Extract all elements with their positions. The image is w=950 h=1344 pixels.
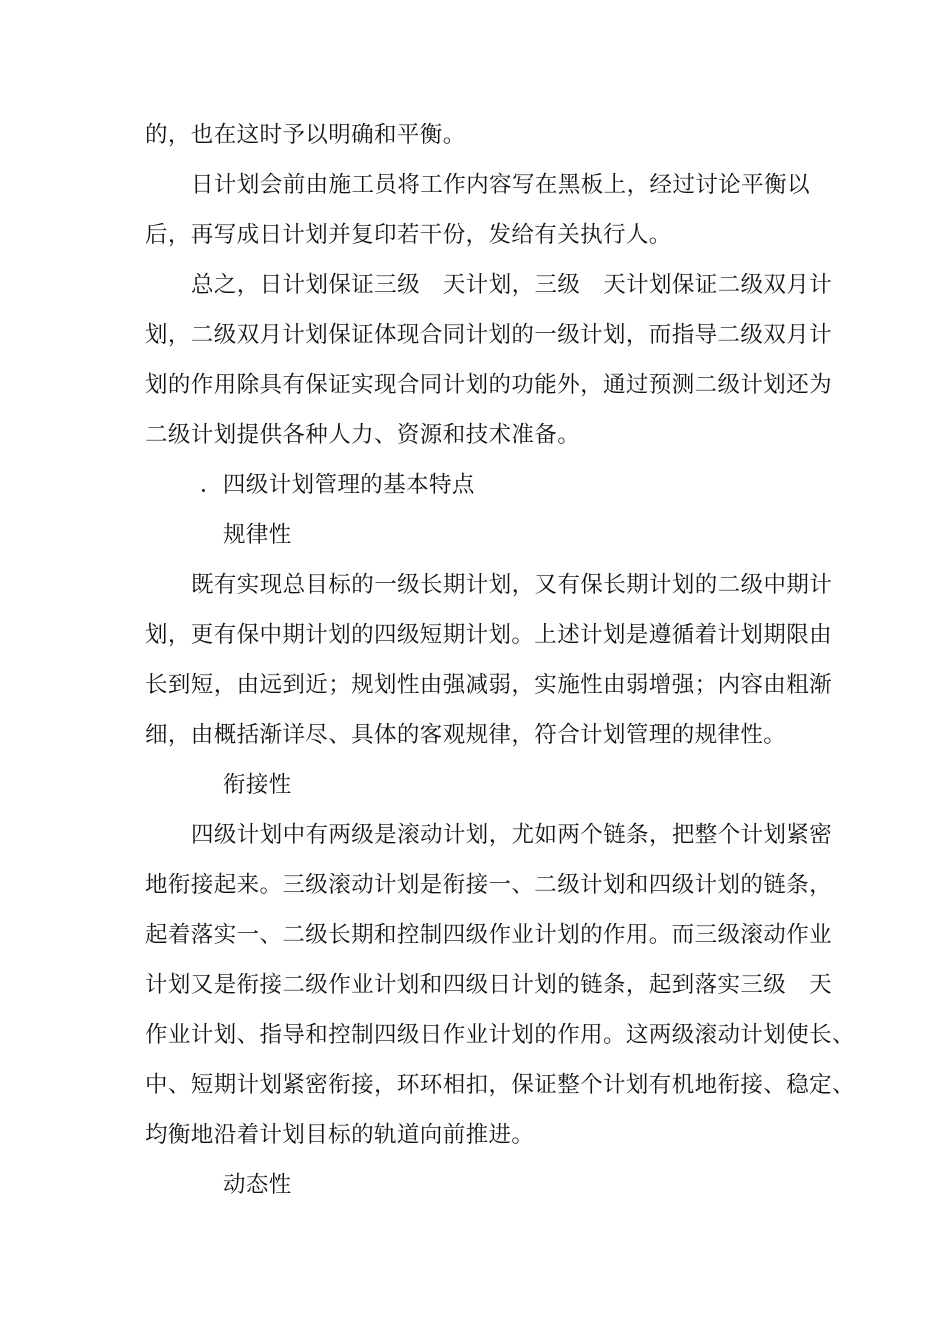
paragraph-line: 划，二级双月计划保证体现合同计划的一级计划，而指导二级双月计: [145, 322, 833, 348]
section-heading: ．四级计划管理的基本特点: [200, 472, 475, 498]
paragraph-line: 起着落实一、二级长期和控制四级作业计划的作用。而三级滚动作业: [145, 922, 833, 948]
paragraph-line: 作业计划、指导和控制四级日作业计划的作用。这两级滚动计划使长、: [145, 1022, 855, 1048]
paragraph-line: 均衡地沿着计划目标的轨道向前推进。: [145, 1122, 535, 1148]
paragraph-line: 计划又是衔接二级作业计划和四级日计划的链条，起到落实三级 天: [145, 972, 833, 998]
subsection-heading: 衔接性: [223, 772, 292, 798]
subsection-heading: 规律性: [223, 522, 292, 548]
paragraph-line: 的，也在这时予以明确和平衡。: [145, 122, 466, 148]
paragraph-line: 中、短期计划紧密衔接，环环相扣，保证整个计划有机地衔接、稳定、: [145, 1072, 855, 1098]
subsection-heading: 动态性: [223, 1172, 292, 1198]
paragraph-line: 细，由概括渐详尽、具体的客观规律，符合计划管理的规律性。: [145, 722, 787, 748]
paragraph-line: 后，再写成日计划并复印若干份，发给有关执行人。: [145, 222, 672, 248]
paragraph-line: 总之，日计划保证三级 天计划，三级 天计划保证二级双月计: [191, 272, 833, 298]
paragraph-line: 地衔接起来。三级滚动计划是衔接一、二级计划和四级计划的链条，: [145, 872, 833, 898]
paragraph-line: 既有实现总目标的一级长期计划，又有保长期计划的二级中期计: [191, 572, 833, 598]
paragraph-line: 划，更有保中期计划的四级短期计划。上述计划是遵循着计划期限由: [145, 622, 833, 648]
paragraph-line: 划的作用除具有保证实现合同计划的功能外，通过预测二级计划还为: [145, 372, 833, 398]
paragraph-line: 四级计划中有两级是滚动计划，尤如两个链条，把整个计划紧密: [191, 822, 833, 848]
paragraph-line: 日计划会前由施工员将工作内容写在黑板上，经过讨论平衡以: [191, 172, 810, 198]
paragraph-line: 二级计划提供各种人力、资源和技术准备。: [145, 422, 581, 448]
paragraph-line: 长到短，由远到近；规划性由强减弱，实施性由弱增强；内容由粗渐: [145, 672, 833, 698]
